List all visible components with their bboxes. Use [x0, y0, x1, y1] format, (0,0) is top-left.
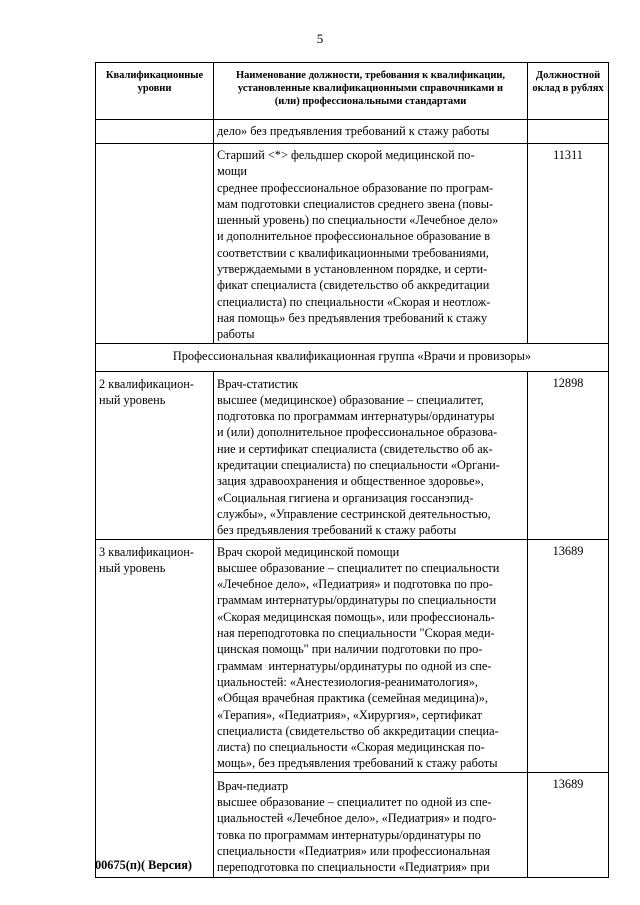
qualification-table: [95, 62, 609, 878]
table-row: [96, 120, 609, 144]
header-levels: Квалификационные уровни: [96, 63, 214, 120]
pediatrician-salary: 13689: [528, 772, 609, 877]
level-cell-empty: [96, 144, 214, 344]
statistician-requirements: Врач-статистик высшее (медицинское) образование – специалитет, подготовка по программам интернатуры/ординатуры и (или) дополнительное профессиональное образова- ние и сертификат специалиста (свидетельство об ак- кредитации специалиста) по специальности «Органи- зация здравоохранения и общественное здоровье», «Социальная гигиена и организация госсанэпид- службы», «Управление сестринской деятельностью, без предъявления требований к стажу работы: [214, 371, 528, 539]
level-cell-empty: [96, 120, 214, 144]
ambulance-doctor-requirements: Врач скорой медицинской помощи высшее образование – специалитет по специальности «Лечебное дело», «Педиатрия» и подготовка по про- граммам интернатуры/ординатуры по специальности «Скорая медицинская помощь», или профессиональ- ная переподготовка по специальности "Скорая меди- цинская помощь" при наличии подготовки по про- граммам интернатуры/ординатуры по одной из спе- циальностей: «Анестезиология-реаниматология», «Общая врачебная практика (семейная медицина)», «Терапия», «Педиатрия», «Хирургия», сертификат специалиста (свидетельство об аккредитации специа- листа) по специальности «Скорая медицинская по- мощь», без предъявления требований к стажу работы: [214, 539, 528, 772]
table-row: [96, 539, 609, 772]
statistician-salary: 12898: [528, 371, 609, 539]
senior-paramedic-requirements: Старший <*> фельдшер скорой медицинской по- мощи среднее профессиональное образование по програм- мам подготовки специалистов среднего звена (повы- шенный уровень) по специальности «Лечебное дело» и дополнительное профессиональное образование в соответствии с квалификационными требованиями, утверждаемыми в установленном порядке, и серти- фикат специалиста (свидетельство об аккредитации специалиста) по специальности «Скорая и неотлож- ная помощь» без предъявления требований к стажу работы: [214, 144, 528, 344]
continuation-cell: дело» без предъявления требований к стажу работы: [214, 120, 528, 144]
table-row: [96, 343, 609, 371]
table-row: [96, 144, 609, 344]
level-3-label: 3 квалификацион- ный уровень: [96, 539, 214, 877]
senior-paramedic-salary: 11311: [528, 144, 609, 344]
header-position-requirements: Наименование должности, требования к квалификации, установленные квалификационными справочниками и (или) профессиональными стандартами: [214, 63, 528, 120]
pediatrician-requirements: Врач-педиатр высшее образование – специалитет по одной из спе- циальностей «Лечебное дело», «Педиатрия» и подго- товка по программам интернатуры/ординатуры по специальности «Педиатрия» или профессиональная переподготовка по специальности «Педиатрия» при: [214, 772, 528, 877]
group-title: Профессиональная квалификационная группа «Врачи и провизоры»: [96, 343, 609, 371]
page-number: 5: [316, 31, 324, 46]
table-header-row: [96, 63, 609, 120]
header-salary: Должностной оклад в рублях: [528, 63, 609, 120]
document-footer: 00675(п)( Версия): [95, 858, 192, 872]
level-2-label: 2 квалификацион- ный уровень: [96, 371, 214, 539]
ambulance-doctor-salary: 13689: [528, 539, 609, 772]
salary-cell-empty: [528, 120, 609, 144]
table-row: [96, 371, 609, 539]
